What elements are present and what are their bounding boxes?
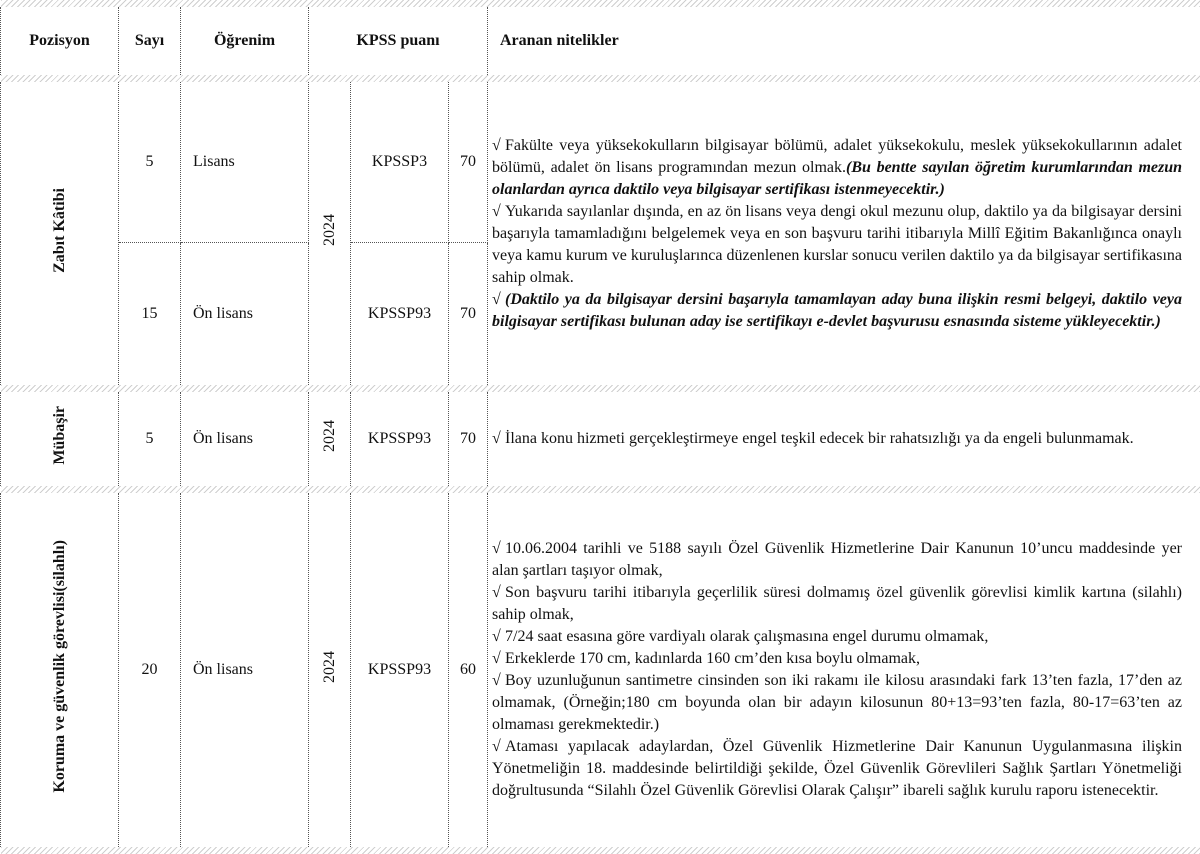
kpss-type-cell: KPSSP93: [351, 493, 449, 847]
requirement-item: √ 7/24 saat esasına göre vardiyalı olarak çalışmasına engel durumu olmamak,: [492, 626, 1182, 648]
education-cell: Lisans: [181, 82, 309, 242]
requirements-cell: [488, 392, 1200, 486]
count-cell: 15: [119, 242, 181, 385]
header-count: Sayı: [119, 7, 181, 75]
header-row: [1, 7, 1200, 75]
kpss-score-cell: 70: [449, 392, 488, 486]
check-mark-icon: √: [492, 135, 505, 157]
requirements-cell: [488, 82, 1200, 385]
position-label: Mübaşir: [49, 406, 71, 465]
education-cell: Ön lisans: [181, 242, 309, 385]
check-mark-icon: √: [492, 648, 505, 670]
kpss-type-cell: KPSSP93: [351, 242, 449, 385]
check-mark-icon: √: [492, 626, 505, 648]
header-requirements: Aranan nitelikler: [488, 7, 1200, 75]
kpss-score-cell: 70: [449, 242, 488, 385]
position-cell: [1, 493, 119, 847]
check-mark-icon: √: [492, 736, 505, 758]
header-position: Pozisyon: [1, 7, 119, 75]
requirement-item: √ Boy uzunluğunun santimetre cinsinden son iki rakamı ile kilosu arasındaki fark 13’ten fazla, 17’den az olmamak, (Örneğin;180 cm boyunda olan bir adayın kilosunun 80+13=93’ten fazla, 80-17=63’ten az olmaması gerekmektedir.): [492, 670, 1182, 736]
education-cell: Ön lisans: [181, 392, 309, 486]
kpss-type-cell: KPSSP93: [351, 392, 449, 486]
year-cell: [309, 392, 351, 486]
requirement-item: √ Son başvuru tarihi itibarıyla geçerlilik süresi dolmamış özel güvenlik görevlisi kimlik kartına (silahlı) sahip olmak,: [492, 582, 1182, 626]
separator-band: [1, 0, 1200, 7]
requirement-item: √ (Daktilo ya da bilgisayar dersini başarıyla tamamlayan aday buna ilişkin resmi belgeyi, daktilo veya bilgisayar sertifikası bulunan aday ise sertifikayı e-devlet başvurusu esnasında sisteme yükleyecektir.): [492, 289, 1182, 333]
check-mark-icon: √: [492, 582, 505, 604]
position-cell: [1, 392, 119, 486]
education-cell: Ön lisans: [181, 493, 309, 847]
requirement-item: √ Yukarıda sayılanlar dışında, en az ön lisans veya dengi okul mezunu olup, daktilo ya da bilgisayar dersini başarıyla tamamladığını belgelemek veya en son başvuru tarihi itibarıyla Millî Eğitim Bakanlığınca onaylı veya kamu kurum ve kuruluşlarınca düzenlenen kurslar sonucu verilen daktilo ya da bilgisayar sertifikasına sahip olmak.: [492, 201, 1182, 289]
requirement-item: √ Erkeklerde 170 cm, kadınlarda 160 cm’den kısa boylu olmamak,: [492, 648, 1182, 670]
table-row: [1, 493, 1200, 847]
separator-band: [1, 75, 1200, 82]
separator-band: [1, 847, 1200, 854]
requirement-item: √ Fakülte veya yüksekokulların bilgisayar bölümü, adalet yüksekokulu, meslek yüksekokullarının adalet bölümü, adalet ön lisans programından mezun olmak.(Bu bentte sayılan öğretim kurumlarından mezun olanlardan ayrıca daktilo veya bilgisayar sertifikası istenmeyecektir.): [492, 135, 1182, 201]
requirement-item: √ 10.06.2004 tarihli ve 5188 sayılı Özel Güvenlik Hizmetlerine Dair Kanunun 10’uncu maddesinde yer alan şartları taşıyor olmak,: [492, 538, 1182, 582]
separator-band: [1, 385, 1200, 392]
table-row: [1, 82, 1200, 242]
position-label: Zabıt Kâtibi: [49, 188, 71, 273]
count-cell: 5: [119, 82, 181, 242]
kpss-score-cell: 60: [449, 493, 488, 847]
table-row: [1, 392, 1200, 486]
check-mark-icon: √: [492, 201, 505, 223]
position-label: Koruma ve güvenlik görevlisi(silahlı): [49, 540, 71, 793]
check-mark-icon: √: [492, 538, 505, 560]
year-cell: [309, 493, 351, 847]
separator-band: [1, 486, 1200, 493]
check-mark-icon: √: [492, 428, 505, 450]
requirement-note: (Bu bentte sayılan öğretim kurumlarından mezun olanlardan ayrıca daktilo veya bilgisayar sertifikası istenmeyecektir.): [492, 159, 1182, 198]
check-mark-icon: √: [492, 670, 505, 692]
count-cell: 20: [119, 493, 181, 847]
year-label: 2024: [319, 651, 341, 683]
year-cell: [309, 82, 351, 385]
kpss-score-cell: 70: [449, 82, 488, 242]
requirement-item: √ İlana konu hizmeti gerçekleştirmeye engel teşkil edecek bir rahatsızlığı ya da engeli bulunmamak.: [492, 428, 1182, 450]
requirement-item: √ Ataması yapılacak adaylardan, Özel Güvenlik Hizmetlerine Dair Kanunun Uygulanmasına ilişkin Yönetmeliğin 18. maddesinde belirtildiği şekilde, Özel Güvenlik Görevlileri Sağlık Şartları Yönetmeliği doğrultusunda “Silahlı Özel Güvenlik Görevlisi Olarak Çalışır” ibareli sağlık kurulu raporu istenecektir.: [492, 736, 1182, 802]
count-cell: 5: [119, 392, 181, 486]
header-kpss: KPSS puanı: [309, 7, 488, 75]
header-education: Öğrenim: [181, 7, 309, 75]
year-label: 2024: [319, 420, 341, 452]
position-cell: [1, 82, 119, 385]
check-mark-icon: √: [492, 289, 505, 311]
requirements-cell: [488, 493, 1200, 847]
kpss-type-cell: KPSSP3: [351, 82, 449, 242]
year-label: 2024: [319, 214, 341, 246]
